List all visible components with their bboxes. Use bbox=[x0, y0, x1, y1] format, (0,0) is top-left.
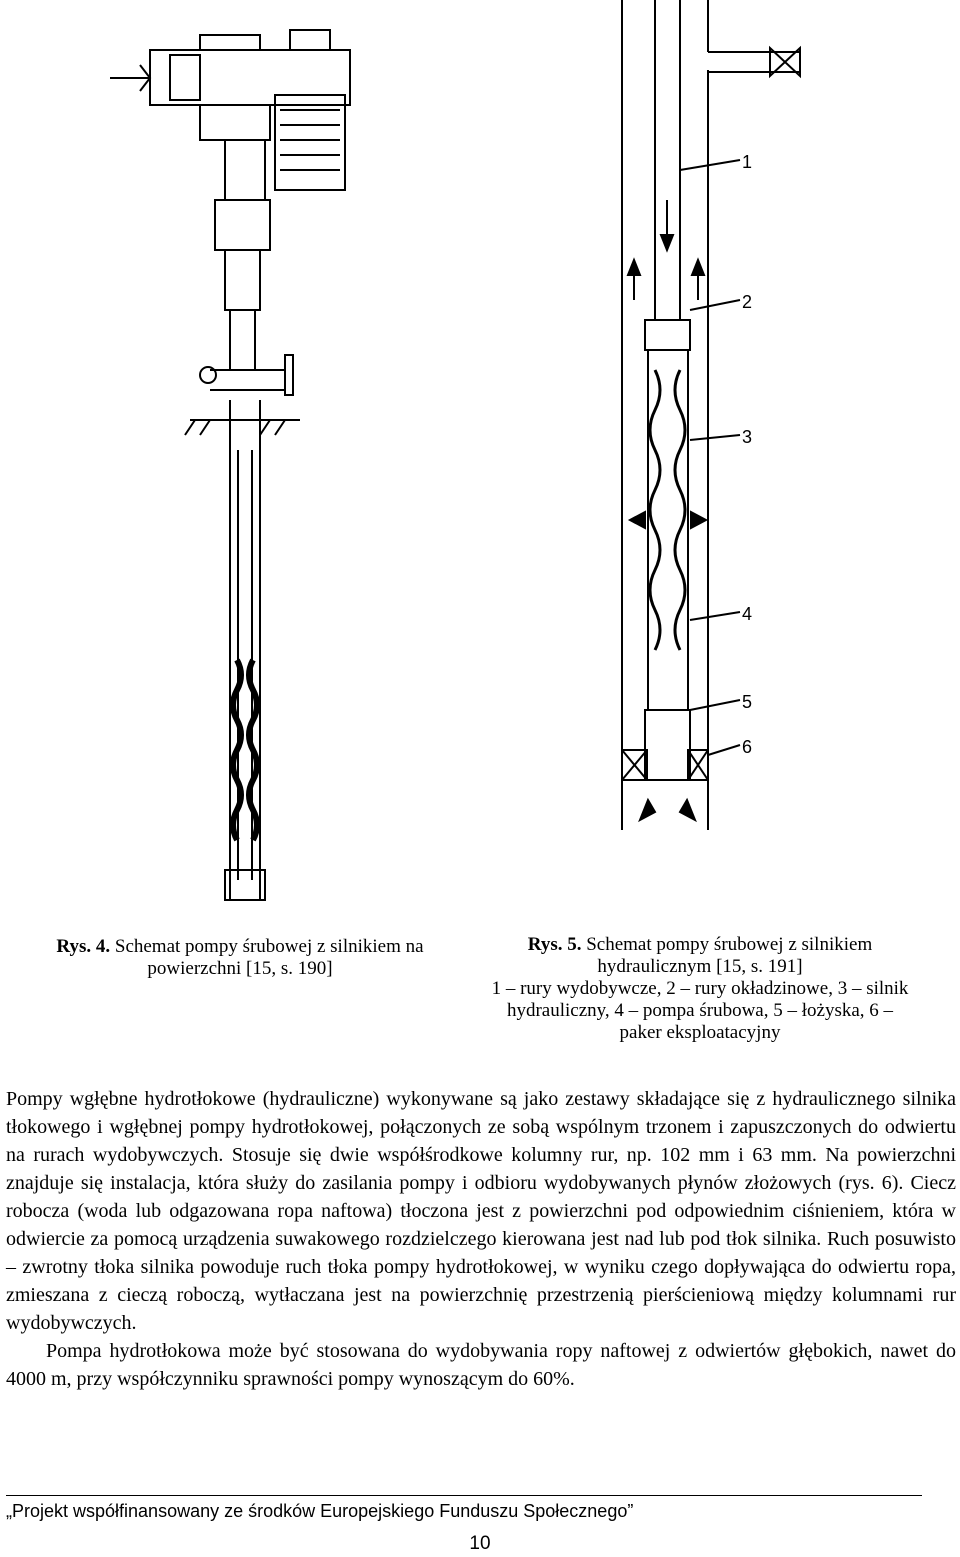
figure-4-drawing bbox=[110, 0, 380, 910]
label-5: 5 bbox=[742, 692, 753, 712]
label-2: 2 bbox=[742, 292, 753, 312]
page-number: 10 bbox=[469, 1533, 491, 1554]
footer-divider bbox=[6, 1495, 922, 1496]
figure-4-caption bbox=[30, 936, 450, 980]
label-4: 4 bbox=[742, 604, 753, 624]
label-1: 1 bbox=[742, 152, 753, 172]
figure-5-drawing bbox=[600, 0, 960, 840]
footer-text: „Projekt współfinansowany ze środków Europejskiego Funduszu Społecznego” bbox=[6, 1501, 634, 1521]
figure-4-caption-line2: powierzchni [15, s. 190] bbox=[147, 958, 333, 979]
paragraph-1: Pompy wgłębne hydrotłokowe (hydrauliczne) wykonywane są jako zestawy składające się z hydraulicznego silnika tłokowego i wgłębnej pompy hydrotłokowej, połączonych ze sobą wspólnym trzonem i zapuszczonych do odwiertu na rurach wydobywczych. Stosuje się dwie współśrodkowe kolumny rur, np. 102 mm i 63 mm. Na powierzchni znajduje się instalacja, która służy do zasilania pompy i odbioru wydobywanych płynów złożowych (rys. 6). Ciecz robocza (woda lub odgazowana ropa naftowa) tłoczona jest z powierzchni pod odpowiednim ciśnieniem, która w odwiercie za pomocą urządzenia suwakowego rozdzielczego kierowana jest nad lub pod tłok silnika. Ruch posuwisto – zwrotny tłoka silnika powoduje ruch tłoka pompy hydrotłokowej, w wyniku czego dopływająca do odwiertu ropa, zmieszana z cieczą roboczą, wytłaczana jest na powierzchnię przestrzenią pierścieniową między kolumnami rur wydobywczych. bbox=[6, 1088, 956, 1334]
label-6: 6 bbox=[742, 737, 753, 757]
figure-4-caption-line1: Schemat pompy śrubowej z silnikiem na bbox=[114, 936, 424, 957]
figure-5-caption-line2: hydraulicznym [15, s. 191] bbox=[597, 956, 803, 977]
figure-5-caption-line4: hydrauliczny, 4 – pompa śrubowa, 5 – łożyska, 6 – bbox=[506, 1000, 894, 1021]
figure-5-caption bbox=[480, 934, 920, 1044]
figure-5-caption-line1: Schemat pompy śrubowej z silnikiem bbox=[586, 934, 873, 955]
figure-5-caption-line5: paker eksploatacyjny bbox=[619, 1022, 781, 1043]
figure-5-caption-line3: 1 – rury wydobywcze, 2 – rury okładzinowe, 3 – silnik bbox=[491, 978, 909, 999]
figure-5-caption-label: Rys. 5. bbox=[527, 934, 582, 955]
figure-4-caption-label: Rys. 4. bbox=[56, 936, 111, 957]
label-3: 3 bbox=[742, 427, 753, 447]
body-text bbox=[6, 1085, 956, 1393]
paragraph-2: Pompa hydrotłokowa może być stosowana do wydobywania ropy naftowej z odwiertów głębokich, nawet do 4000 m, przy współczynniku sprawności pompy wynoszącym do 60%. bbox=[6, 1340, 956, 1390]
